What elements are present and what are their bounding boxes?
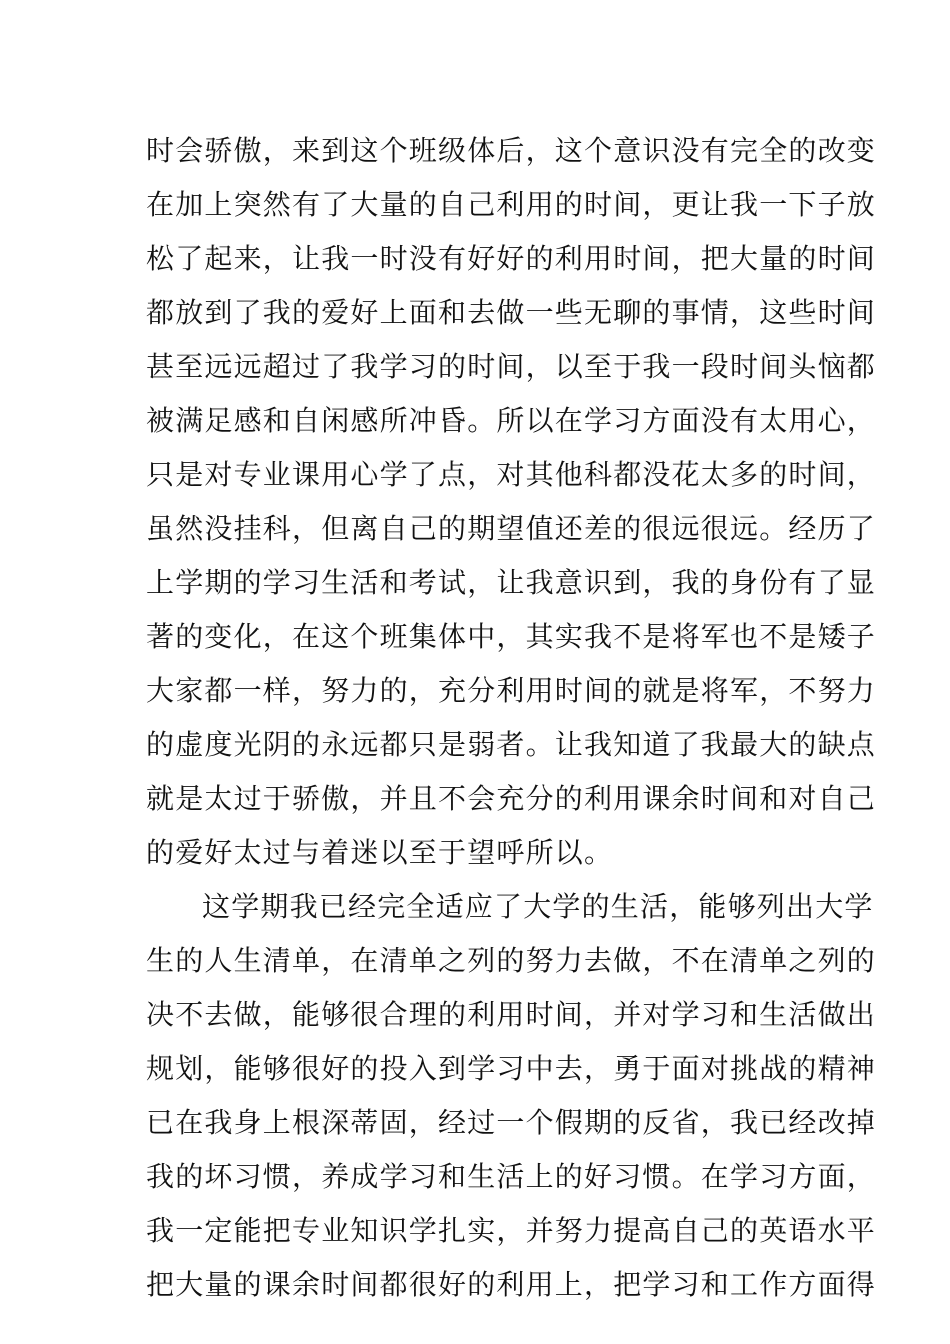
- text-line: 已在我身上根深蒂固，经过一个假期的反省，我已经改掉: [146, 1106, 877, 1139]
- text-line: 虽然没挂科，但离自己的期望值还差的很远很远。经历了: [146, 512, 877, 545]
- text-line: 著的变化，在这个班集体中，其实我不是将军也不是矮子: [146, 620, 877, 653]
- text-line: 甚至远远超过了我学习的时间，以至于我一段时间头恼都: [146, 350, 877, 383]
- text-line: 我的坏习惯，养成学习和生活上的好习惯。在学习方面，: [146, 1160, 877, 1193]
- text-line: 决不去做，能够很合理的利用时间，并对学习和生活做出: [146, 998, 877, 1031]
- text-line: 大家都一样，努力的，充分利用时间的就是将军，不努力: [146, 674, 877, 707]
- text-line: 生的人生清单，在清单之列的努力去做，不在清单之列的: [146, 944, 877, 977]
- text-line: 松了起来，让我一时没有好好的利用时间，把大量的时间: [146, 242, 877, 275]
- paragraph-1: [146, 124, 877, 880]
- text-line: 我一定能把专业知识学扎实，并努力提高自己的英语水平: [146, 1214, 877, 1247]
- body-text: [146, 124, 877, 1312]
- text-line: 这学期我已经完全适应了大学的生活，能够列出大学: [202, 890, 874, 923]
- text-line: 的爱好太过与着迷以至于望呼所以。: [146, 836, 614, 869]
- text-line: 被满足感和自闲感所冲昏。所以在学习方面没有太用心，: [146, 404, 877, 437]
- text-line: 把大量的课余时间都很好的利用上，把学习和工作方面得: [146, 1268, 877, 1301]
- text-line: 规划，能够很好的投入到学习中去，勇于面对挑战的精神: [146, 1052, 877, 1085]
- paragraph-2: [146, 880, 877, 1312]
- text-line: 的虚度光阴的永远都只是弱者。让我知道了我最大的缺点: [146, 728, 877, 761]
- text-line: 上学期的学习生活和考试，让我意识到，我的身份有了显: [146, 566, 877, 599]
- text-line: 只是对专业课用心学了点，对其他科都没花太多的时间，: [146, 458, 877, 491]
- text-line: 都放到了我的爱好上面和去做一些无聊的事情，这些时间: [146, 296, 877, 329]
- text-line: 就是太过于骄傲，并且不会充分的利用课余时间和对自己: [146, 782, 877, 815]
- text-line: 在加上突然有了大量的自己利用的时间，更让我一下子放: [146, 188, 877, 221]
- text-line: 时会骄傲，来到这个班级体后，这个意识没有完全的改变: [146, 134, 877, 167]
